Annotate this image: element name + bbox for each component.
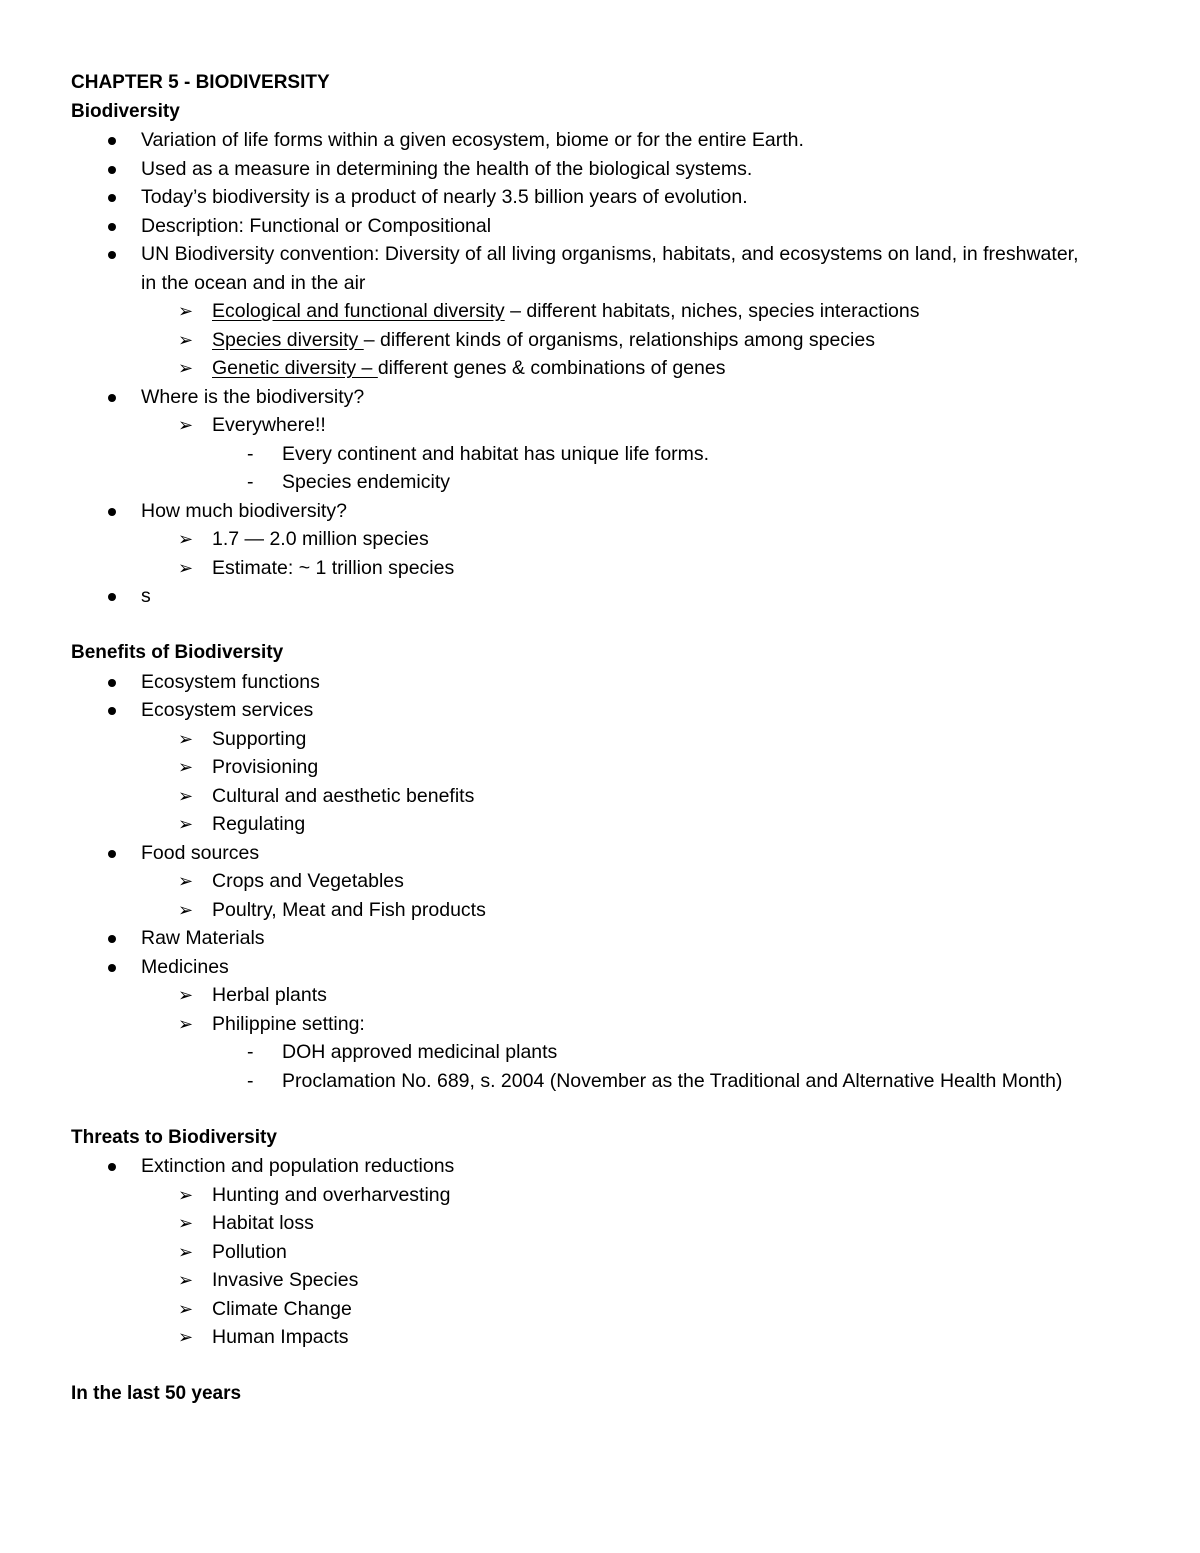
arrow-bullet-icon: ➢ xyxy=(178,728,194,749)
sub-list-item: ➢ Human Impacts xyxy=(71,1323,1131,1352)
arrow-bullet-icon: ➢ xyxy=(178,814,194,834)
sub-list-item: ➢ Invasive Species xyxy=(71,1266,1131,1295)
sub-list-item: ➢ Cultural and aesthetic benefits xyxy=(71,782,1131,811)
sub-sub-list-item: - Proclamation No. 689, s. 2004 (November as the Traditional and Alternative Health Month) xyxy=(71,1067,1131,1096)
sub-list-item: ➢ Climate Change xyxy=(71,1295,1131,1324)
section-heading-biodiversity: Biodiversity xyxy=(71,100,180,122)
dash-bullet: - xyxy=(247,1069,254,1092)
arrow-bullet-icon: ➢ xyxy=(178,1327,194,1347)
arrow-bullet-icon: ➢ xyxy=(178,358,194,378)
arrow-bullet-icon: ➢ xyxy=(178,899,194,920)
sub-list-item: ➢ Estimate: ~ 1 trillion species xyxy=(71,554,1131,583)
list-item: Food sources xyxy=(71,839,1131,868)
section-heading-last-50-years: In the last 50 years xyxy=(71,1383,242,1404)
sub-list-item: ➢ Ecological and functional diversity – different habitats, niches, species interactions xyxy=(71,297,1131,326)
arrow-bullet-icon: ➢ xyxy=(178,1298,194,1319)
sub-list-item: ➢ Poultry, Meat and Fish products xyxy=(71,896,1131,925)
chapter-title: CHAPTER 5 - BIODIVERSITY xyxy=(71,72,330,93)
sub-sub-list-item: - Species endemicity xyxy=(71,468,1131,497)
bullet-dot xyxy=(108,383,117,412)
arrow-bullet-icon: ➢ xyxy=(178,1270,194,1290)
sub-sub-list-item: - Every continent and habitat has unique life forms. xyxy=(71,440,1131,469)
arrow-bullet-icon: ➢ xyxy=(178,301,194,321)
term-ecological-diversity: Ecological and functional diversity xyxy=(212,300,505,322)
sub-list-item: ➢ Crops and Vegetables xyxy=(71,867,1131,896)
dash-bullet: - xyxy=(247,442,254,465)
sub-list-item: ➢ Hunting and overharvesting xyxy=(71,1181,1131,1210)
sub-list-item: ➢ Genetic diversity – different genes & combinations of genes xyxy=(71,354,1131,383)
threats-list xyxy=(71,1152,1131,1352)
benefits-list xyxy=(71,668,1131,1096)
bullet-dot xyxy=(108,126,117,155)
list-item: s xyxy=(71,582,1131,611)
section-heading-benefits: Benefits of Biodiversity xyxy=(71,642,284,663)
bullet-dot xyxy=(108,155,117,184)
bullet-dot xyxy=(108,924,117,953)
list-item: Medicines xyxy=(71,953,1131,982)
bullet-dot xyxy=(108,839,117,868)
arrow-bullet-icon: ➢ xyxy=(178,757,194,777)
bullet-dot xyxy=(108,240,117,269)
list-item: Extinction and population reductions xyxy=(71,1152,1131,1181)
term-genetic-diversity: Genetic diversity – xyxy=(212,357,378,379)
bullet-dot xyxy=(108,1152,117,1181)
arrow-bullet-icon: ➢ xyxy=(178,871,194,891)
arrow-bullet-icon: ➢ xyxy=(178,415,194,435)
sub-list-item: ➢ Philippine setting: xyxy=(71,1010,1131,1039)
sub-list-item: ➢ Supporting xyxy=(71,725,1131,754)
list-item: Description: Functional or Compositional xyxy=(71,212,1131,241)
section-heading-threats: Threats to Biodiversity xyxy=(71,1126,277,1148)
biodiversity-list xyxy=(71,126,1131,611)
document-page xyxy=(71,69,1131,1409)
list-item: Where is the biodiversity? xyxy=(71,383,1131,412)
sub-list-item: ➢ Herbal plants xyxy=(71,981,1131,1010)
dash-bullet: - xyxy=(247,1041,254,1063)
spacer xyxy=(71,611,1131,640)
arrow-bullet-icon: ➢ xyxy=(178,785,194,806)
list-item: Ecosystem services xyxy=(71,696,1131,725)
arrow-bullet-icon: ➢ xyxy=(178,1241,194,1262)
arrow-bullet-icon: ➢ xyxy=(178,529,194,549)
list-item: Variation of life forms within a given ecosystem, biome or for the entire Earth. xyxy=(71,126,1131,155)
bullet-dot xyxy=(108,497,117,526)
dash-bullet: - xyxy=(247,471,254,493)
bullet-dot xyxy=(108,953,117,982)
sub-list-item: ➢ 1.7 — 2.0 million species xyxy=(71,525,1131,554)
spacer xyxy=(71,1095,1131,1124)
sub-list-item: ➢ Pollution xyxy=(71,1238,1131,1267)
arrow-bullet-icon: ➢ xyxy=(178,1213,194,1233)
bullet-dot xyxy=(108,696,117,725)
list-item: Raw Materials xyxy=(71,924,1131,953)
sub-list-item: ➢ Provisioning xyxy=(71,753,1131,782)
sub-list-item: ➢ Species diversity – different kinds of organisms, relationships among species xyxy=(71,326,1131,355)
spacer xyxy=(71,1352,1131,1381)
term-species-diversity: Species diversity xyxy=(212,328,364,351)
sub-list-item: ➢ Habitat loss xyxy=(71,1209,1131,1238)
arrow-bullet-icon: ➢ xyxy=(178,985,194,1005)
sub-sub-list-item: - DOH approved medicinal plants xyxy=(71,1038,1131,1067)
sub-list-item: ➢ Everywhere!! xyxy=(71,411,1131,440)
list-item: Today’s biodiversity is a product of nearly 3.5 billion years of evolution. xyxy=(71,183,1131,212)
bullet-dot xyxy=(108,582,117,611)
bullet-dot xyxy=(108,668,117,697)
list-item: Ecosystem functions xyxy=(71,668,1131,697)
list-item: How much biodiversity? xyxy=(71,497,1131,526)
arrow-bullet-icon: ➢ xyxy=(178,557,194,578)
bullet-dot xyxy=(108,183,117,212)
arrow-bullet-icon: ➢ xyxy=(178,329,194,350)
arrow-bullet-icon: ➢ xyxy=(178,1184,194,1205)
list-item: Used as a measure in determining the health of the biological systems. xyxy=(71,155,1131,184)
list-item: UN Biodiversity convention: Diversity of all living organisms, habitats, and ecosystems on land, in freshwater, in the ocean and in the air xyxy=(71,240,1131,297)
sub-list-item: ➢ Regulating xyxy=(71,810,1131,839)
bullet-dot xyxy=(108,212,117,241)
arrow-bullet-icon: ➢ xyxy=(178,1013,194,1034)
